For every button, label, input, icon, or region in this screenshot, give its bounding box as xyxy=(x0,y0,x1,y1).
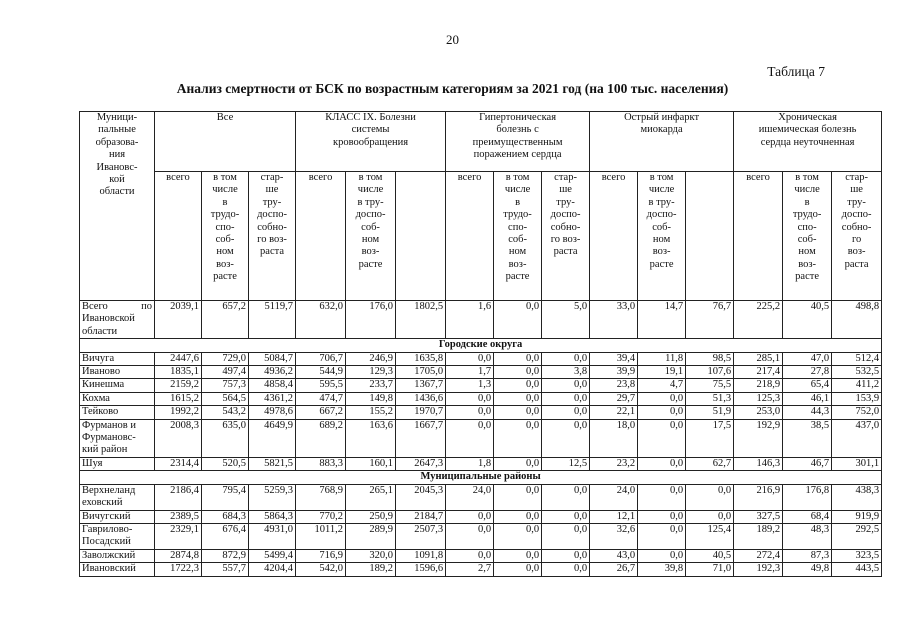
table-cell: 289,9 xyxy=(346,523,396,549)
section-row xyxy=(80,471,882,484)
table-cell: 497,4 xyxy=(202,366,249,379)
table-cell: 443,5 xyxy=(832,563,882,576)
table-cell: 1970,7 xyxy=(396,406,446,419)
table-cell: 0,0 xyxy=(494,457,542,470)
table-cell: 19,1 xyxy=(638,366,686,379)
table-cell: 51,9 xyxy=(686,406,734,419)
table-cell: 0,0 xyxy=(542,352,590,365)
table-cell: 532,5 xyxy=(832,366,882,379)
row-name: Заволжский xyxy=(80,549,155,562)
table-cell: 75,5 xyxy=(686,379,734,392)
table-cell: 44,3 xyxy=(783,406,832,419)
table-cell: 38,5 xyxy=(783,419,832,457)
table-cell: 542,0 xyxy=(296,563,346,576)
table-cell: 5084,7 xyxy=(249,352,296,365)
table-cell: 49,8 xyxy=(783,563,832,576)
table-cell: 1705,0 xyxy=(396,366,446,379)
subcolumn-header xyxy=(396,172,446,301)
table-cell: 4361,2 xyxy=(249,392,296,405)
table-cell: 98,5 xyxy=(686,352,734,365)
table-cell: 0,0 xyxy=(494,419,542,457)
table-cell: 22,1 xyxy=(590,406,638,419)
table-cell: 768,9 xyxy=(296,484,346,510)
table-cell: 87,3 xyxy=(783,549,832,562)
table-row xyxy=(80,549,882,562)
table-row xyxy=(80,510,882,523)
table-cell: 176,0 xyxy=(346,301,396,339)
table-cell: 40,5 xyxy=(686,549,734,562)
table-row xyxy=(80,484,882,510)
row-name: Кинешма xyxy=(80,379,155,392)
table-cell: 323,5 xyxy=(832,549,882,562)
table-cell: 4858,4 xyxy=(249,379,296,392)
group-header: КЛАСС IX. Болезни системы кровообращения xyxy=(296,112,446,172)
table-cell: 0,0 xyxy=(686,484,734,510)
table-cell: 0,0 xyxy=(542,484,590,510)
table-cell: 0,0 xyxy=(446,352,494,365)
table-cell: 29,7 xyxy=(590,392,638,405)
table-cell: 0,0 xyxy=(542,392,590,405)
table-cell: 0,0 xyxy=(494,549,542,562)
table-cell: 320,0 xyxy=(346,549,396,562)
table-cell: 149,8 xyxy=(346,392,396,405)
table-cell: 1,6 xyxy=(446,301,494,339)
table-cell: 0,0 xyxy=(638,549,686,562)
table-cell: 0,0 xyxy=(542,419,590,457)
table-cell: 1722,3 xyxy=(155,563,202,576)
table-cell: 0,0 xyxy=(686,510,734,523)
subcolumn-header: всего xyxy=(590,172,638,301)
table-cell: 265,1 xyxy=(346,484,396,510)
table-cell: 0,0 xyxy=(446,510,494,523)
table-cell: 1011,2 xyxy=(296,523,346,549)
table-cell: 0,0 xyxy=(638,406,686,419)
table-cell: 46,7 xyxy=(783,457,832,470)
table-cell: 2389,5 xyxy=(155,510,202,523)
table-cell: 2039,1 xyxy=(155,301,202,339)
subcolumn-header: в том числе в тру- доспо- соб- ном воз- расте xyxy=(346,172,396,301)
table-cell: 595,5 xyxy=(296,379,346,392)
table-cell: 0,0 xyxy=(494,379,542,392)
table-cell: 51,3 xyxy=(686,392,734,405)
subcolumn-header: в том числе в тру- доспо- соб- ном воз- расте xyxy=(638,172,686,301)
table-cell: 1802,5 xyxy=(396,301,446,339)
table-row xyxy=(80,406,882,419)
group-header: Хроническая ишемическая болезнь сердца неуточненная xyxy=(734,112,882,172)
table-cell: 2008,3 xyxy=(155,419,202,457)
table-cell: 0,0 xyxy=(494,510,542,523)
table-cell: 0,0 xyxy=(494,392,542,405)
table-cell: 192,9 xyxy=(734,419,783,457)
table-cell: 32,6 xyxy=(590,523,638,549)
section-title: Городские округа xyxy=(80,339,882,352)
table-cell: 176,8 xyxy=(783,484,832,510)
table-cell: 71,0 xyxy=(686,563,734,576)
row-name: Верхнеланд еховский xyxy=(80,484,155,510)
table-cell: 706,7 xyxy=(296,352,346,365)
table-row xyxy=(80,523,882,549)
table-cell: 752,0 xyxy=(832,406,882,419)
table-cell: 27,8 xyxy=(783,366,832,379)
table-cell: 0,0 xyxy=(446,406,494,419)
table-cell: 0,0 xyxy=(638,457,686,470)
row-name: Вичугский xyxy=(80,510,155,523)
table-cell: 0,0 xyxy=(494,301,542,339)
group-header: Острый инфаркт миокарда xyxy=(590,112,734,172)
table-cell: 1367,7 xyxy=(396,379,446,392)
row-name: Кохма xyxy=(80,392,155,405)
table-cell: 667,2 xyxy=(296,406,346,419)
table-cell: 757,3 xyxy=(202,379,249,392)
table-cell: 189,2 xyxy=(346,563,396,576)
table-cell: 657,2 xyxy=(202,301,249,339)
table-cell: 0,0 xyxy=(542,510,590,523)
subcolumn-header: стар- ше тру- доспо- собно- го воз- раста xyxy=(542,172,590,301)
header-row-groups xyxy=(80,112,882,172)
table-cell: 18,0 xyxy=(590,419,638,457)
table-cell: 1615,2 xyxy=(155,392,202,405)
table-cell: 301,1 xyxy=(832,457,882,470)
table-cell: 2874,8 xyxy=(155,549,202,562)
table-cell: 2647,3 xyxy=(396,457,446,470)
section-row xyxy=(80,339,882,352)
table-cell: 24,0 xyxy=(446,484,494,510)
table-cell: 564,5 xyxy=(202,392,249,405)
table-cell: 153,9 xyxy=(832,392,882,405)
table-cell: 883,3 xyxy=(296,457,346,470)
subcolumn-header: всего xyxy=(734,172,783,301)
subcolumn-header: в том числе в трудо- спо- соб- ном воз- расте xyxy=(494,172,542,301)
table-cell: 14,7 xyxy=(638,301,686,339)
table-cell: 40,5 xyxy=(783,301,832,339)
table-cell: 5119,7 xyxy=(249,301,296,339)
row-name: Вичуга xyxy=(80,352,155,365)
table-cell: 33,0 xyxy=(590,301,638,339)
table-cell: 411,2 xyxy=(832,379,882,392)
table-cell: 0,0 xyxy=(638,484,686,510)
mortality-table xyxy=(79,111,882,577)
table-cell: 146,3 xyxy=(734,457,783,470)
table-cell: 23,2 xyxy=(590,457,638,470)
table-cell: 39,9 xyxy=(590,366,638,379)
table-cell: 43,0 xyxy=(590,549,638,562)
table-cell: 218,9 xyxy=(734,379,783,392)
table-cell: 0,0 xyxy=(638,392,686,405)
table-cell: 2314,4 xyxy=(155,457,202,470)
subcolumn-header: всего xyxy=(446,172,494,301)
table-cell: 1,3 xyxy=(446,379,494,392)
row-name: Гаврилово-Посадский xyxy=(80,523,155,549)
table-cell: 129,3 xyxy=(346,366,396,379)
table-cell: 4931,0 xyxy=(249,523,296,549)
municipality-header: Муници- пальные образова- ния Ивановс- кой области xyxy=(80,112,155,301)
table-cell: 716,9 xyxy=(296,549,346,562)
table-cell: 1835,1 xyxy=(155,366,202,379)
table-cell: 1,8 xyxy=(446,457,494,470)
table-cell: 160,1 xyxy=(346,457,396,470)
table-cell: 155,2 xyxy=(346,406,396,419)
table-cell: 46,1 xyxy=(783,392,832,405)
table-cell: 0,0 xyxy=(446,549,494,562)
table-cell: 39,8 xyxy=(638,563,686,576)
table-cell: 770,2 xyxy=(296,510,346,523)
table-cell: 189,2 xyxy=(734,523,783,549)
table-row xyxy=(80,379,882,392)
table-cell: 498,8 xyxy=(832,301,882,339)
table-cell: 2447,6 xyxy=(155,352,202,365)
table-cell: 225,2 xyxy=(734,301,783,339)
row-name: Всего по Ивановской области xyxy=(80,301,155,339)
table-cell: 544,9 xyxy=(296,366,346,379)
table-cell: 512,4 xyxy=(832,352,882,365)
table-cell: 4978,6 xyxy=(249,406,296,419)
table-cell: 795,4 xyxy=(202,484,249,510)
table-cell: 0,0 xyxy=(494,523,542,549)
table-cell: 0,0 xyxy=(494,406,542,419)
table-cell: 1,7 xyxy=(446,366,494,379)
subcolumn-header: стар- ше тру- доспо- собно- го воз- раста xyxy=(832,172,882,301)
subcolumn-header xyxy=(686,172,734,301)
subcolumn-header: всего xyxy=(155,172,202,301)
row-name: Иваново xyxy=(80,366,155,379)
group-header: Все xyxy=(155,112,296,172)
table-cell: 48,3 xyxy=(783,523,832,549)
table-cell: 474,7 xyxy=(296,392,346,405)
table-cell: 0,0 xyxy=(542,379,590,392)
table-cell: 5499,4 xyxy=(249,549,296,562)
table-cell: 26,7 xyxy=(590,563,638,576)
table-cell: 0,0 xyxy=(542,406,590,419)
table-cell: 0,0 xyxy=(638,419,686,457)
table-row xyxy=(80,419,882,457)
table-cell: 23,8 xyxy=(590,379,638,392)
table-cell: 39,4 xyxy=(590,352,638,365)
table-cell: 1091,8 xyxy=(396,549,446,562)
table-cell: 2329,1 xyxy=(155,523,202,549)
table-cell: 4649,9 xyxy=(249,419,296,457)
subcolumn-header: в том числе в трудо- спо- соб- ном воз- расте xyxy=(202,172,249,301)
table-cell: 76,7 xyxy=(686,301,734,339)
table-cell: 62,7 xyxy=(686,457,734,470)
table-cell: 217,4 xyxy=(734,366,783,379)
table-cell: 3,8 xyxy=(542,366,590,379)
table-cell: 635,0 xyxy=(202,419,249,457)
table-cell: 0,0 xyxy=(494,366,542,379)
subcolumn-header: всего xyxy=(296,172,346,301)
table-cell: 919,9 xyxy=(832,510,882,523)
table-cell: 1596,6 xyxy=(396,563,446,576)
table-cell: 292,5 xyxy=(832,523,882,549)
table-cell: 5821,5 xyxy=(249,457,296,470)
table-cell: 684,3 xyxy=(202,510,249,523)
table-cell: 2,7 xyxy=(446,563,494,576)
table-cell: 1992,2 xyxy=(155,406,202,419)
table-cell: 0,0 xyxy=(494,484,542,510)
table-cell: 17,5 xyxy=(686,419,734,457)
table-row-total xyxy=(80,301,882,339)
table-cell: 107,6 xyxy=(686,366,734,379)
header-row-sub xyxy=(80,172,882,301)
table-cell: 0,0 xyxy=(542,523,590,549)
table-cell: 689,2 xyxy=(296,419,346,457)
page-number: 20 xyxy=(446,32,459,47)
table-cell: 233,7 xyxy=(346,379,396,392)
table-cell: 5259,3 xyxy=(249,484,296,510)
table-cell: 285,1 xyxy=(734,352,783,365)
table-cell: 676,4 xyxy=(202,523,249,549)
table-cell: 24,0 xyxy=(590,484,638,510)
table-cell: 0,0 xyxy=(494,563,542,576)
table-cell: 125,3 xyxy=(734,392,783,405)
table-cell: 253,0 xyxy=(734,406,783,419)
table-cell: 2184,7 xyxy=(396,510,446,523)
table-cell: 2159,2 xyxy=(155,379,202,392)
table-cell: 1436,6 xyxy=(396,392,446,405)
group-header: Гипертоническая болезнь с преимущественным поражением сердца xyxy=(446,112,590,172)
table-row xyxy=(80,352,882,365)
subcolumn-header: в том числе в трудо- спо- соб- ном воз- расте xyxy=(783,172,832,301)
table-cell: 192,3 xyxy=(734,563,783,576)
row-name: Фурманов и Фурмановс-кий район xyxy=(80,419,155,457)
table-cell: 543,2 xyxy=(202,406,249,419)
table-cell: 0,0 xyxy=(446,392,494,405)
row-name: Шуя xyxy=(80,457,155,470)
table-cell: 250,9 xyxy=(346,510,396,523)
table-cell: 327,5 xyxy=(734,510,783,523)
table-cell: 0,0 xyxy=(494,352,542,365)
table-cell: 163,6 xyxy=(346,419,396,457)
table-cell: 0,0 xyxy=(446,419,494,457)
table-cell: 272,4 xyxy=(734,549,783,562)
table-cell: 5,0 xyxy=(542,301,590,339)
table-cell: 437,0 xyxy=(832,419,882,457)
table-row xyxy=(80,366,882,379)
table-cell: 216,9 xyxy=(734,484,783,510)
table-cell: 4,7 xyxy=(638,379,686,392)
table-cell: 1635,8 xyxy=(396,352,446,365)
table-cell: 12,5 xyxy=(542,457,590,470)
table-cell: 11,8 xyxy=(638,352,686,365)
table-cell: 1667,7 xyxy=(396,419,446,457)
table-row xyxy=(80,563,882,576)
table-cell: 4936,2 xyxy=(249,366,296,379)
table-cell: 65,4 xyxy=(783,379,832,392)
table-cell: 0,0 xyxy=(638,510,686,523)
table-cell: 0,0 xyxy=(446,523,494,549)
table-cell: 12,1 xyxy=(590,510,638,523)
table-cell: 2186,4 xyxy=(155,484,202,510)
table-cell: 520,5 xyxy=(202,457,249,470)
table-cell: 68,4 xyxy=(783,510,832,523)
table-label: Таблица 7 xyxy=(767,64,825,79)
table-cell: 872,9 xyxy=(202,549,249,562)
table-cell: 0,0 xyxy=(542,563,590,576)
table-cell: 5864,3 xyxy=(249,510,296,523)
row-name: Ивановский xyxy=(80,563,155,576)
table-cell: 0,0 xyxy=(542,549,590,562)
row-name: Тейково xyxy=(80,406,155,419)
subcolumn-header: стар- ше тру- доспо- собно- го воз- раста xyxy=(249,172,296,301)
table-cell: 125,4 xyxy=(686,523,734,549)
document-title: Анализ смертности от БСК по возрастным категориям за 2021 год (на 100 тыс. населения) xyxy=(176,81,729,96)
table-row xyxy=(80,457,882,470)
table-cell: 47,0 xyxy=(783,352,832,365)
table-cell: 557,7 xyxy=(202,563,249,576)
table-cell: 438,3 xyxy=(832,484,882,510)
table-cell: 632,0 xyxy=(296,301,346,339)
table-cell: 2507,3 xyxy=(396,523,446,549)
table-cell: 729,0 xyxy=(202,352,249,365)
table-cell: 2045,3 xyxy=(396,484,446,510)
table-cell: 4204,4 xyxy=(249,563,296,576)
section-title: Муниципальные районы xyxy=(80,471,882,484)
table-cell: 246,9 xyxy=(346,352,396,365)
table-cell: 0,0 xyxy=(638,523,686,549)
table-row xyxy=(80,392,882,405)
